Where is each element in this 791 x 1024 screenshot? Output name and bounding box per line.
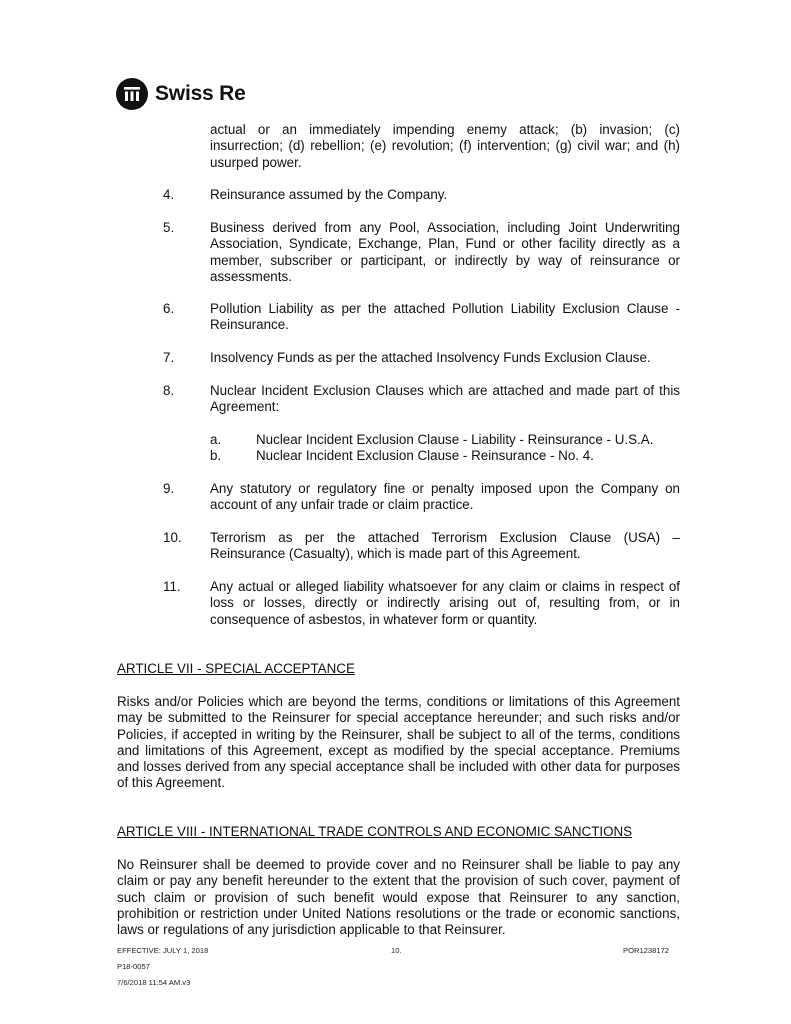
item-text: Pollution Liability as per the attached Pollution Liability Exclusion Clause - Reinsurance. [210,301,680,333]
subitem-letter: a. [210,432,222,447]
footer-page-number: 10. [391,946,402,955]
subitem-letter: b. [210,448,222,463]
item-text: Nuclear Incident Exclusion Clauses which are attached and made part of this Agreement: [210,383,680,415]
item-text: Terrorism as per the attached Terrorism Exclusion Clause (USA) – Reinsurance (Casualty), which is made part of this Agreement. [210,530,680,562]
item-text: Any actual or alleged liability whatsoever for any claim or claims in respect of loss or losses, directly or indirectly arising out of, resulting from, or in consequence of asbestos, in whatever form or quantity. [210,579,680,627]
item-text: Any statutory or regulatory fine or penalty imposed upon the Company on account of any unfair trade or claim practice. [210,481,680,513]
logo-text: Swiss Re [155,82,246,105]
item-number: 8. [163,383,175,398]
footer-timestamp: 7/6/2018 11:54 AM.v3 [117,978,191,987]
swiss-re-logo [116,77,246,111]
article-heading: ARTICLE VIII - INTERNATIONAL TRADE CONTROLS AND ECONOMIC SANCTIONS [117,824,633,839]
item-number: 4. [163,187,175,202]
item-text: Insolvency Funds as per the attached Insolvency Funds Exclusion Clause. [210,350,651,365]
carryover-paragraph: actual or an immediately impending enemy attack; (b) invasion; (c) insurrection; (d) rebellion; (e) revolution; (f) intervention; (g) civil war; and (h) usurped power. [210,122,680,170]
footer-effective-date: EFFECTIVE: JULY 1, 2018 [117,946,209,955]
item-number: 7. [163,350,175,365]
swiss-re-emblem-icon [116,78,148,110]
subitem-text: Nuclear Incident Exclusion Clause - Reinsurance - No. 4. [256,448,594,463]
footer-ref: P18-0057 [117,962,150,971]
footer-doc-id: POR1238172 [623,946,670,955]
item-text: Business derived from any Pool, Association, including Joint Underwriting Association, Syndicate, Exchange, Plan, Fund or other facility directly as a member, subscriber or participant, or indirectly by way of reinsurance or assessments. [210,220,680,284]
item-number: 11. [163,579,181,594]
article-body: Risks and/or Policies which are beyond the terms, conditions or limitations of this Agreement may be submitted to the Reinsurer for special acceptance hereunder; and such risks and/or Policies, if accepted in writing by the Reinsurer, shall be subject to all of the terms, conditions and limitations of this Agreement, except as modified by the special acceptance. Premiums and losses derived from any special acceptance shall be included with other data for purposes of this Agreement. [117,694,680,791]
item-number: 9. [163,481,175,496]
item-number: 5. [163,220,175,235]
item-number: 6. [163,301,175,316]
article-body: No Reinsurer shall be deemed to provide cover and no Reinsurer shall be liable to pay any claim or pay any benefit hereunder to the extent that the provision of such cover, payment of such claim or provision of such benefit would expose that Reinsurer to any sanction, prohibition or restriction under United Nations resolutions or the trade or economic sanctions, laws or regulations of any jurisdiction applicable to that Reinsurer. [117,857,680,938]
item-number: 10. [163,530,182,545]
subitem-text: Nuclear Incident Exclusion Clause - Liability - Reinsurance - U.S.A. [256,432,654,447]
article-heading: ARTICLE VII - SPECIAL ACCEPTANCE [117,661,355,676]
item-text: Reinsurance assumed by the Company. [210,187,448,202]
